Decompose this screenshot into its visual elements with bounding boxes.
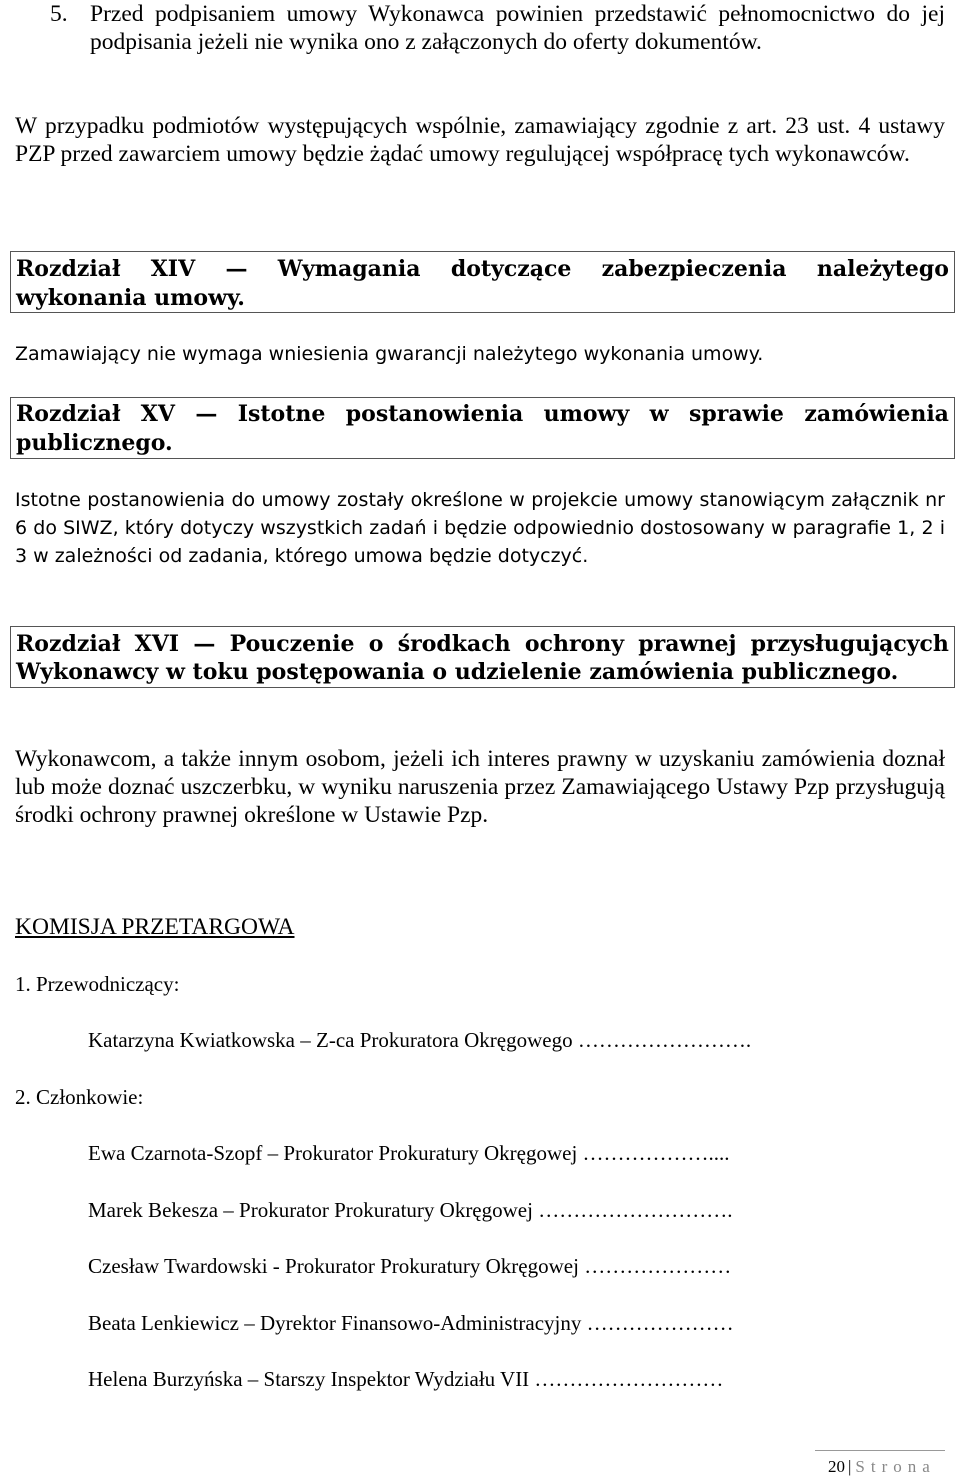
chapter-14-heading-line2: wykonania umowy. [16, 285, 245, 311]
commission-member: Helena Burzyńska – Starszy Inspektor Wydziału VII ……………………… [88, 1367, 724, 1391]
commission-member: Marek Bekesza – Prokurator Prokuratury Okręgowej ………………………. [88, 1198, 733, 1222]
chapter-16-heading [10, 626, 955, 688]
chapter-14-heading [10, 251, 955, 313]
remedies-paragraph: Wykonawcom, a także innym osobom, jeżeli ich interes prawny w uzyskaniu zamówienia doznał lub może doznać uszczerbku, w wyniku naruszenia przez Zamawiającego Ustawy Pzp przysługują środki ochrony prawnej określone w Ustawie Pzp. [15, 746, 945, 828]
commission-chair: Katarzyna Kwiatkowska – Z-ca Prokuratora Okręgowego ……………………. [88, 1028, 752, 1052]
members-label: 2. Członkowie: [15, 1085, 144, 1109]
chapter-14-heading-line1: Rozdział XIV — Wymagania dotyczące zabezpieczenia należytego [16, 256, 949, 282]
commission-member: Beata Lenkiewicz – Dyrektor Finansowo-Administracyjny ………………… [88, 1311, 734, 1335]
commission-member: Czesław Twardowski - Prokurator Prokuratury Okręgowej ………………… [88, 1254, 732, 1278]
chapter-15-heading [10, 397, 955, 459]
footer-separator: | [848, 1457, 852, 1476]
commission-member: Ewa Czarnota-Szopf – Prokurator Prokuratury Okręgowej ……………….... [88, 1141, 730, 1165]
page-number: 20 [828, 1457, 845, 1476]
provisions-paragraph: Istotne postanowienia do umowy zostały określone w projekcie umowy stanowiącym załącznik nr 6 do SIWZ, który dotyczy wszystkich zadań i będzie odpowiednio dostosowany w paragrafie 1, 2 i 3 w zależności od zadania, którego umowa będzie dotyczyć. [15, 489, 945, 567]
chapter-15-heading-line1: Rozdział XV — Istotne postanowienia umowy w sprawie zamówienia [16, 401, 949, 427]
chair-label: 1. Przewodniczący: [15, 972, 180, 996]
commission-title: KOMISJA PRZETARGOWA [15, 914, 295, 940]
page-word: Strona [855, 1457, 936, 1476]
list-item-text: Przed podpisaniem umowy Wykonawca powinien przedstawić pełnomocnictwo do jej podpisania jeżeli nie wynika ono z załączonych do oferty dokumentów. [90, 1, 945, 55]
guarantee-paragraph: Zamawiający nie wymaga wniesienia gwarancji należytego wykonania umowy. [15, 343, 764, 365]
chapter-15-heading-line2: publicznego. [16, 430, 173, 456]
list-item-5 [50, 0, 945, 56]
chapter-16-heading-line2: Wykonawcy w toku postępowania o udzielenie zamówienia publicznego. [16, 659, 899, 685]
list-item-number: 5. [50, 1, 68, 27]
page-footer [828, 1457, 936, 1477]
footer-divider [815, 1450, 945, 1451]
consortium-paragraph: W przypadku podmiotów występujących wspólnie, zamawiający zgodnie z art. 23 ust. 4 ustawy PZP przed zawarciem umowy będzie żądać umowy regulującej współpracę tych wykonawców. [15, 113, 945, 167]
chapter-16-heading-line1: Rozdział XVI — Pouczenie o środkach ochrony prawnej przysługujących [16, 631, 949, 657]
